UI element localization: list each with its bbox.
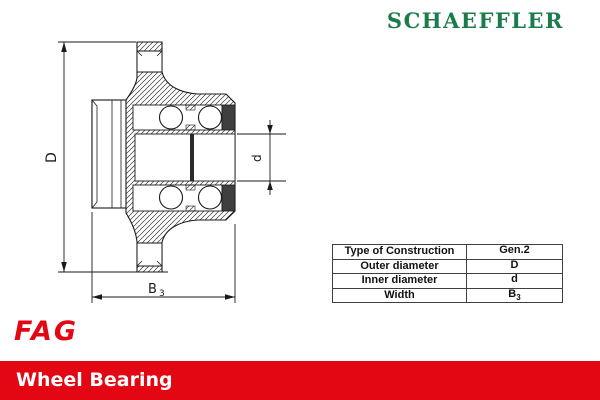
table-row (333, 288, 563, 303)
table-row (333, 259, 563, 274)
table-row (333, 274, 563, 289)
spec-value (467, 245, 563, 260)
fag-logo: FAG (14, 316, 79, 347)
spec-value-text: d (511, 273, 518, 286)
spec-label: Width (333, 288, 467, 303)
table-row (333, 245, 563, 260)
spec-value (467, 259, 563, 274)
ball-top-right (199, 106, 222, 129)
inner-ring-joint (190, 134, 194, 181)
ball-bottom-left (160, 186, 183, 209)
spec-label: Inner diameter (333, 274, 467, 289)
spec-value (467, 274, 563, 289)
spec-value-text: B (508, 287, 517, 300)
product-banner: Wheel Bearing (0, 361, 600, 400)
arrowhead (92, 294, 102, 300)
label-outer-diameter: D (44, 152, 60, 163)
label-width: B (148, 282, 157, 297)
ball-top-left (160, 106, 183, 129)
cage-segment (186, 125, 195, 130)
spec-value-text: D (510, 258, 519, 271)
spec-label: Outer diameter (333, 259, 467, 274)
cage-segment (186, 105, 195, 110)
arrowhead (267, 125, 273, 134)
seal-top (222, 105, 235, 130)
bolt-hole-top (137, 51, 162, 72)
spec-table (332, 244, 563, 303)
arrowhead (61, 42, 67, 52)
schaeffler-logo: SCHAEFFLER (386, 8, 564, 33)
cage-segment (186, 185, 195, 190)
arrowhead (61, 262, 67, 272)
spec-label: Type of Construction (333, 245, 467, 260)
cage-segment (186, 206, 195, 211)
label-inner-diameter: d (250, 154, 264, 162)
spec-value (467, 288, 563, 303)
bearing-bore (135, 134, 235, 181)
ball-bottom-right (199, 186, 222, 209)
spec-value-sub: 3 (516, 292, 521, 302)
arrowhead (267, 181, 273, 190)
arrowhead (225, 294, 235, 300)
spec-value-text: Gen.2 (499, 244, 530, 257)
seal-bottom (222, 185, 235, 211)
label-width-subscript: 3 (159, 289, 165, 299)
